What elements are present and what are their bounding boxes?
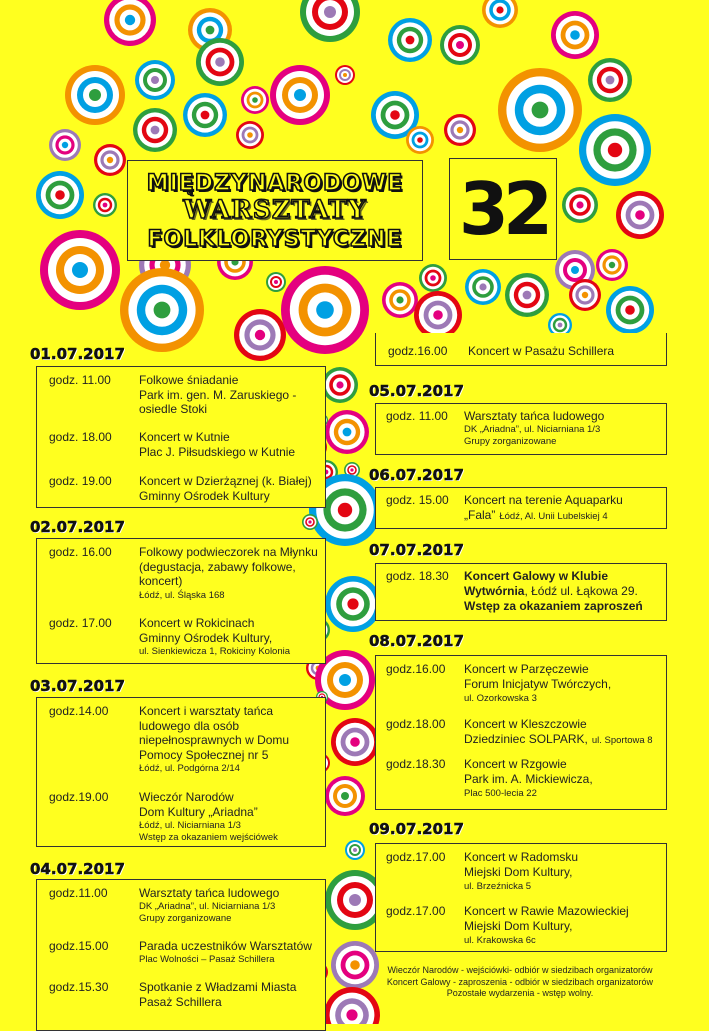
circle-ring	[343, 73, 347, 77]
event-venue: Dziedziniec SOLPARK,	[464, 732, 588, 746]
event-time: godz.19.00	[49, 790, 109, 804]
day-box-continued	[375, 333, 667, 366]
event-line: Park im. gen. M. Zaruskiego -	[139, 387, 297, 402]
concentric-circle	[322, 367, 358, 403]
event-time: godz. 11.00	[49, 373, 111, 387]
event-time: godz.17.00	[386, 904, 446, 918]
concentric-circle	[388, 18, 432, 62]
event-line: Gminny Ośrodek Kultury,	[139, 630, 273, 645]
circle-ring	[479, 283, 486, 290]
event-line: Pasaż Schillera	[139, 994, 222, 1009]
circle-ring	[255, 330, 265, 340]
concentric-circle	[324, 987, 380, 1024]
day-box	[375, 563, 667, 621]
event-line: niepełnosprawnych w Domu	[139, 733, 290, 747]
concentric-circle	[616, 191, 664, 239]
footer-note-line: Pozostałe wydarzenia - wstęp wolny.	[446, 988, 594, 998]
concentric-circle	[133, 108, 177, 152]
event-title: Warsztaty tańca ludowego	[464, 409, 605, 423]
event-note: Wstęp za okazaniem wejściówek	[139, 832, 278, 843]
event-line: Forum Inicjatyw Twórczych,	[464, 677, 612, 691]
event-time: godz. 11.00	[386, 409, 448, 423]
title-line-1: MIĘDZYNARODOWE	[146, 171, 404, 196]
title-line-3: FOLKLORYSTYCZNE	[147, 227, 403, 252]
event-note: Grupy zorganizowane	[139, 913, 232, 924]
day-box	[36, 366, 326, 508]
circle-ring	[339, 674, 351, 686]
circle-ring	[350, 468, 353, 471]
day-date: 07.07.2017	[369, 541, 464, 559]
circle-ring	[247, 132, 253, 138]
circle-ring	[571, 266, 579, 274]
concentric-circle	[236, 121, 264, 149]
event-title: Koncert i warsztaty tańca	[139, 704, 274, 718]
circle-ring	[625, 305, 635, 315]
day-date: 04.07.2017	[30, 860, 125, 878]
event-address: Łódź, Al. Unii Lubelskiej 4	[499, 511, 608, 522]
day-box	[375, 843, 667, 952]
circle-ring	[523, 291, 532, 300]
edition-number: 32	[458, 167, 548, 251]
event-address: ul. Krakowska 6c	[464, 935, 536, 946]
event-line: Park im. A. Mickiewicza,	[464, 772, 593, 786]
circle-ring	[151, 76, 159, 84]
circle-ring	[635, 210, 645, 220]
circle-ring	[215, 57, 225, 67]
event-title: Folkowe śniadanie	[139, 373, 239, 387]
concentric-circle	[482, 0, 518, 28]
circle-ring	[206, 26, 215, 35]
concentric-circle	[234, 309, 286, 361]
day-date: 06.07.2017	[369, 466, 464, 484]
circle-ring	[336, 381, 343, 388]
event-note: Wstęp za okazaniem zaproszeń	[464, 599, 643, 613]
circle-ring	[89, 89, 101, 101]
event-line: koncert)	[139, 574, 183, 588]
concentric-circle	[49, 129, 81, 161]
event-title: Koncert w Pasażu Schillera	[468, 344, 615, 358]
circle-ring	[456, 41, 464, 49]
circle-ring	[316, 301, 334, 319]
event-address: DK „Ariadna”, ul. Niciarniana 1/3	[139, 901, 276, 912]
event-address: Łódź, ul. Podgórna 2/14	[139, 763, 240, 774]
circle-ring	[570, 30, 580, 40]
circle-ring	[390, 110, 400, 120]
event-title: Koncert w Dzierżąznej (k. Białej)	[139, 474, 312, 488]
concentric-circle	[65, 65, 125, 125]
circle-ring	[201, 111, 210, 120]
concentric-circle	[266, 272, 286, 292]
circle-ring	[103, 203, 108, 208]
circle-ring	[125, 15, 135, 25]
circle-ring	[294, 89, 306, 101]
circle-ring	[457, 127, 463, 133]
day-date: 05.07.2017	[369, 382, 464, 400]
concentric-circle	[325, 410, 369, 454]
concentric-circle	[270, 65, 330, 125]
event-time: godz. 18.00	[49, 430, 112, 444]
event-time: godz. 18.30	[386, 569, 449, 583]
day-date: 09.07.2017	[369, 820, 464, 838]
day-box	[375, 655, 667, 810]
day-box	[36, 879, 326, 1031]
circle-ring	[406, 36, 415, 45]
event-line: Miejski Dom Kultury,	[464, 865, 573, 879]
circle-ring	[396, 296, 403, 303]
event-time: godz.11.00	[49, 886, 108, 900]
concentric-circle	[331, 941, 379, 989]
concentric-circle	[588, 58, 632, 102]
event-address: ul. Sportowa 8	[591, 735, 653, 746]
event-line: (degustacja, zabawy folkowe,	[139, 559, 296, 574]
event-address: , Łódź ul. Łąkowa 29.	[524, 584, 638, 598]
circle-ring	[609, 262, 615, 268]
day-date: 01.07.2017	[30, 345, 125, 363]
circle-ring	[349, 894, 361, 906]
event-venue: Wytwórnia	[464, 584, 525, 598]
event-time: godz.15.30	[49, 980, 109, 994]
event-note: Grupy zorganizowane	[464, 436, 557, 447]
day-box	[36, 697, 326, 847]
event-title: Koncert Galowy w Klubie	[464, 569, 609, 583]
event-address: Plac Wolności – Pasaż Schillera	[139, 954, 275, 965]
circle-ring	[558, 323, 563, 328]
footer-note-line: Wieczór Narodów - wejściówki- odbiór w siedzibach organizatorów	[387, 965, 653, 975]
concentric-circle	[551, 11, 599, 59]
event-address: ul. Sienkiewicza 1, Rokiciny Kolonia	[139, 646, 291, 657]
footer-note-line: Koncert Galowy - zaproszenia - odbiór w siedzibach organizatorów	[386, 976, 654, 987]
circle-ring	[532, 102, 549, 119]
event-address: Plac 500-lecia 22	[464, 788, 537, 799]
concentric-circle	[382, 282, 418, 318]
concentric-circle	[406, 126, 434, 154]
circle-ring	[154, 302, 171, 319]
concentric-circle	[569, 279, 601, 311]
circle-ring	[417, 137, 423, 143]
concentric-circle	[104, 0, 156, 46]
event-line: ludowego dla osób	[139, 718, 240, 733]
event-line	[464, 508, 608, 525]
concentric-circle	[419, 264, 447, 292]
event-title: Koncert w Rzgowie	[464, 757, 567, 771]
circle-ring	[343, 428, 352, 437]
event-title: Koncert w Rokicinach	[139, 616, 255, 630]
circle-ring	[353, 848, 357, 852]
circle-ring	[606, 76, 615, 85]
concentric-circle	[331, 718, 379, 766]
concentric-circle	[120, 268, 204, 352]
event-time: godz.16.00	[386, 662, 446, 676]
circle-ring	[347, 598, 358, 609]
event-time: godz. 17.00	[49, 616, 112, 630]
concentric-circle	[135, 60, 175, 100]
concentric-circle	[444, 114, 476, 146]
concentric-circle	[302, 514, 318, 530]
event-line: Plac J. Piłsudskiego w Kutnie	[139, 444, 296, 459]
event-address: ul. Ozorkowska 3	[464, 693, 537, 704]
circle-ring	[582, 292, 588, 298]
day-date: 03.07.2017	[30, 677, 125, 695]
event-venue: „Fala”	[464, 508, 496, 522]
circle-ring	[55, 190, 65, 200]
circle-ring	[350, 960, 360, 970]
day-box	[375, 487, 667, 529]
concentric-circle	[596, 249, 628, 281]
event-time: godz.18.00	[386, 717, 446, 731]
concentric-circle	[93, 193, 117, 217]
concentric-circle	[36, 171, 84, 219]
event-title: Koncert w Radomsku	[464, 850, 579, 864]
concentric-circle	[345, 840, 365, 860]
circle-ring	[338, 503, 352, 517]
day-box	[36, 538, 326, 664]
day-date: 08.07.2017	[369, 632, 464, 650]
concentric-circle	[414, 291, 462, 339]
circle-ring	[346, 1009, 357, 1020]
event-title: Folkowy podwieczorek na Młynku	[139, 545, 318, 559]
circle-ring	[72, 262, 88, 278]
circle-ring	[252, 97, 258, 103]
concentric-circle	[300, 0, 360, 42]
concentric-circle	[40, 230, 120, 310]
circle-ring	[151, 126, 160, 135]
footer-note	[375, 965, 665, 1000]
event-address: DK „Ariadna”, ul. Niciarniana 1/3	[464, 424, 601, 435]
concentric-circle	[325, 776, 365, 816]
edition-number-box	[449, 158, 557, 260]
concentric-circle	[440, 25, 480, 65]
day-box	[375, 403, 667, 455]
circle-ring	[308, 520, 311, 523]
event-address: ul. Brzeźnicka 5	[464, 881, 532, 892]
event-line: Gminny Ośrodek Kultury	[139, 488, 270, 503]
event-title: Parada uczestników Warsztatów	[139, 939, 312, 953]
event-title: Koncert w Rawie Mazowieckiej	[464, 904, 629, 918]
concentric-circle	[94, 144, 126, 176]
event-title: Koncert w Parzęczewie	[464, 662, 589, 676]
festival-title-box	[127, 160, 423, 261]
event-time: godz. 16.00	[49, 545, 112, 559]
event-line: Dom Kultury „Ariadna”	[139, 804, 258, 819]
event-line	[464, 732, 653, 749]
circle-ring	[62, 142, 68, 148]
circle-ring	[433, 310, 443, 320]
circle-ring	[496, 6, 503, 13]
event-time: godz.16.00	[388, 344, 448, 358]
concentric-circle	[579, 114, 651, 186]
event-line	[464, 584, 638, 599]
concentric-circle	[183, 93, 227, 137]
event-time: godz. 15.00	[386, 493, 449, 507]
event-title: Spotkanie z Władzami Miasta	[139, 980, 297, 994]
concentric-circle	[606, 286, 654, 334]
concentric-circle	[465, 269, 501, 305]
concentric-circle	[281, 266, 369, 354]
event-address: Łódź, ul. Niciarniana 1/3	[139, 820, 241, 831]
event-line: Pomocy Społecznej nr 5	[139, 747, 269, 762]
event-time: godz.14.00	[49, 704, 109, 718]
event-title: Koncert na terenie Aquaparku	[464, 493, 623, 507]
circle-ring	[324, 6, 336, 18]
concentric-circle	[325, 576, 381, 632]
circle-ring	[576, 201, 583, 208]
circle-ring	[107, 157, 113, 163]
concentric-circle	[241, 86, 269, 114]
event-title: Koncert w Kleszczowie	[464, 717, 587, 731]
day-date: 02.07.2017	[30, 518, 125, 536]
event-time: godz.18.30	[386, 757, 446, 771]
event-time: godz. 19.00	[49, 474, 112, 488]
circle-ring	[350, 737, 360, 747]
concentric-circle	[196, 38, 244, 86]
event-line: Miejski Dom Kultury,	[464, 919, 573, 933]
event-title: Koncert w Kutnie	[139, 430, 230, 444]
concentric-circle	[335, 65, 355, 85]
event-title: Wieczór Narodów	[139, 790, 234, 804]
event-title: Warsztaty tańca ludowego	[139, 886, 280, 900]
circle-ring	[341, 792, 349, 800]
event-time: godz.17.00	[386, 850, 446, 864]
circle-ring	[274, 280, 278, 284]
concentric-circle	[498, 68, 582, 152]
event-time: godz.15.00	[49, 939, 109, 953]
circle-ring	[608, 143, 622, 157]
concentric-circle	[562, 187, 598, 223]
event-line: osiedle Stoki	[139, 402, 208, 416]
circle-ring	[430, 275, 436, 281]
title-line-2: WARSZTATY	[183, 195, 367, 224]
concentric-circle	[505, 273, 549, 317]
event-address: Łódź, ul. Śląska 168	[139, 590, 225, 601]
